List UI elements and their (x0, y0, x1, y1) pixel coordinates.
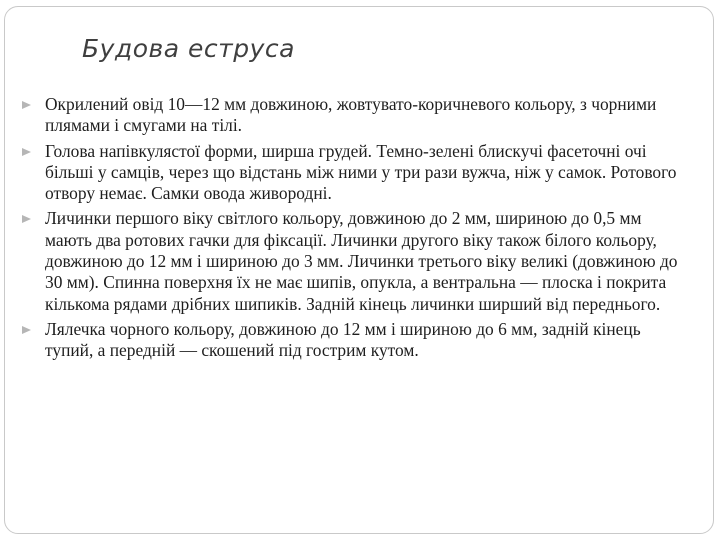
bullet-text: Голова напівкулястої форми, ширша грудей. Темно-зелені блискучі фасеточні очі більші у самців, через що відстань між ними у три рази вужча, ніж у самок. Ротового отвору немає. Самки овода живородні. (45, 140, 677, 204)
bullet-item (22, 141, 688, 205)
bullet-list (22, 94, 688, 362)
bullet-item (22, 208, 688, 314)
bullet-item (22, 319, 688, 362)
bullet-arrow-icon (22, 215, 31, 223)
bullet-text: Лялечка чорного кольору, довжиною до 12 мм і шириною до 6 мм, задній кінець тупий, а передній — скошений під гострим кутом. (45, 318, 641, 361)
slide-title: Будова еструса (82, 34, 295, 63)
bullet-arrow-icon (22, 326, 31, 334)
bullet-text: Окрилений овід 10—12 мм довжиною, жовтувато-коричневого кольору, з чорними плямами і смугами на тілі. (45, 94, 657, 136)
bullet-arrow-icon (22, 101, 31, 109)
bullet-text: Личинки першого віку світлого кольору, довжиною до 2 мм, шириною до 0,5 мм мають два ротових гачки для фіксації. Личинки другого віку також білого кольору, довжиною до 12 мм і шириною до 3 мм. Личинки третього віку великі (довжиною до 30 мм). Спинна поверхня їх не має шипів, опукла, а вентральна — плоска і покрита кількома рядами дрібних шипиків. Задній кінець личинки ширший від переднього. (45, 208, 678, 314)
bullet-arrow-icon (22, 148, 31, 156)
bullet-item (22, 94, 688, 137)
